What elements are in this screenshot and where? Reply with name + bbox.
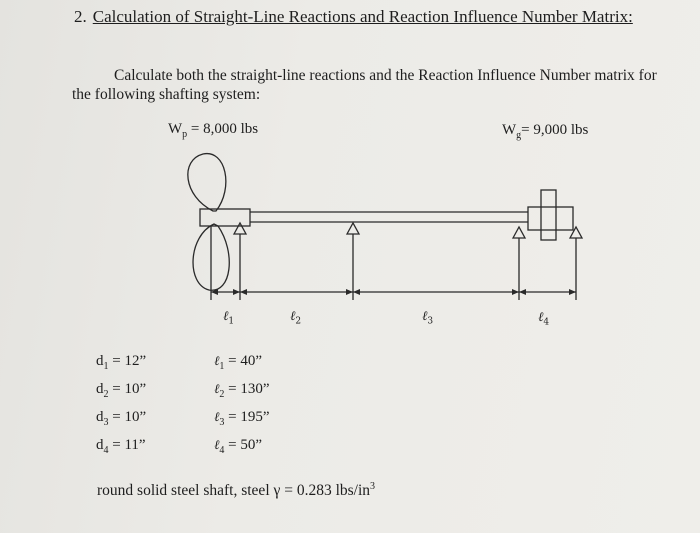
length-list [214,350,270,462]
diameter-row: $d_3 = 10$” [96,409,147,428]
propeller-weight-value: = 8,000 lbs [190,121,259,137]
material-note [97,481,375,500]
span-label-3: ℓ$_3$ [422,309,434,327]
gear-flange [541,190,556,240]
length-row: ℓ$_2$ = 130” [214,381,270,400]
propeller-upper-blade [188,154,226,211]
dim-arrow-3-left [512,289,519,295]
statement-line-1: Calculate both the straight-line reactions and the Reaction Influence Number matrix for [114,67,657,84]
bearing-4-triangle [570,227,582,238]
span-label-1: ℓ$_1$ [223,309,235,327]
dim-arrow-4-left [569,289,576,295]
gear-weight-symbol: W [502,122,517,138]
dim-arrow-1-left [233,289,240,295]
dim-arrow-3-right [353,289,360,295]
diameter-list [96,350,146,462]
gear-hub [528,207,573,230]
material-text: round solid steel shaft, steel γ = 0.283 lbs/in [97,482,371,500]
gear-weight-value: = 9,000 lbs [521,122,589,138]
bearing-1-triangle [234,223,246,234]
propeller-weight-symbol: W [168,121,183,137]
span-label-2: ℓ$_2$ [290,309,302,327]
gear-weight-subscript: g [516,130,522,141]
diameter-row: $d_4 = 11$” [96,437,146,456]
problem-title: Calculation of Straight-Line Reactions and Reaction Influence Number Matrix: [92,7,633,26]
propeller-weight-subscript: p [182,129,188,140]
diameter-row: $d_2 = 10$” [96,381,147,400]
diameter-row: $d_1 = 12$” [96,353,147,372]
dim-arrow-4-right [519,289,526,295]
dim-arrow-2-left [346,289,353,295]
material-exponent: 3 [370,481,376,492]
bearing-3-triangle [513,227,525,238]
length-row: ℓ$_1$ = 40” [214,353,263,372]
propeller-hub [200,209,250,226]
length-row: ℓ$_3$ = 195” [214,409,270,428]
bearing-2-triangle [347,223,359,234]
problem-number: 2. [74,7,87,26]
dim-arrow-2-right [240,289,247,295]
span-label-4: ℓ$_4$ [538,310,550,328]
length-row: ℓ$_4$ = 50” [214,437,263,456]
statement-line-2: the following shafting system: [72,86,261,103]
